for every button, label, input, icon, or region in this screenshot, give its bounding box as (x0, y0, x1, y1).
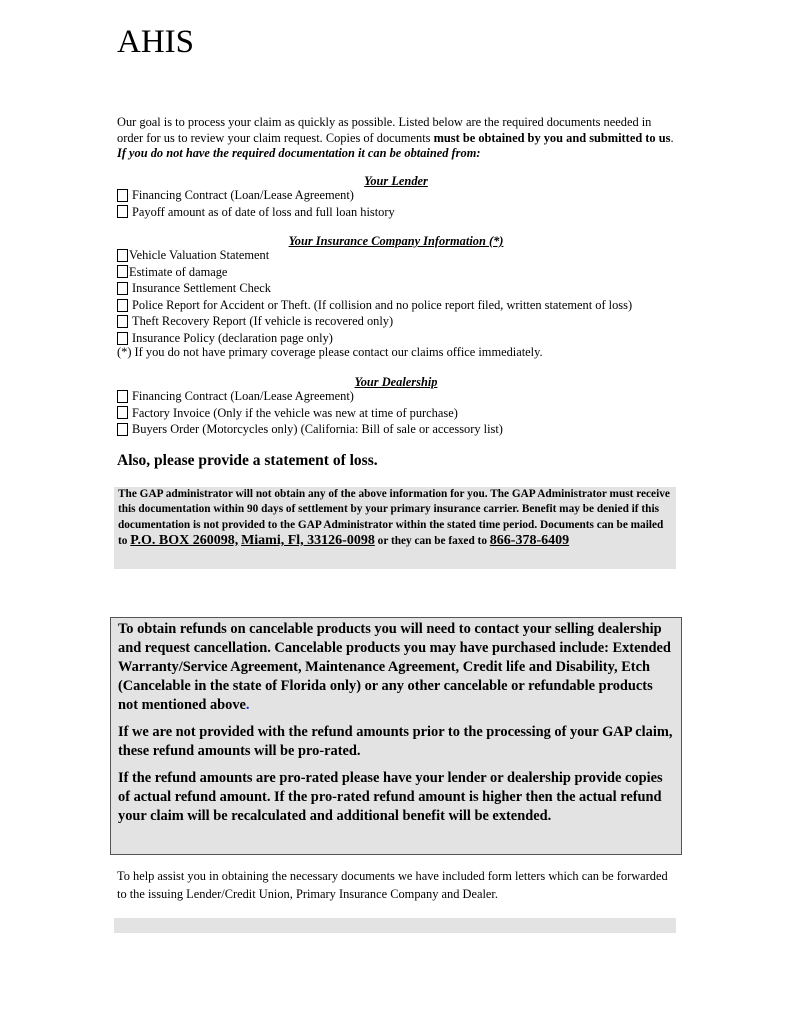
checklist-item-label: Estimate of damage (129, 264, 228, 279)
checklist-item-label: Insurance Settlement Check (132, 281, 272, 296)
fax-number: 866-378-6409 (489, 532, 570, 548)
intro-separator: . (670, 130, 674, 145)
intro-paragraph (117, 115, 677, 162)
checklist-item (117, 264, 697, 281)
checklist-item-label: Financing Contract (Loan/Lease Agreement) (132, 389, 354, 403)
intro-bold-text: must be obtained by you and submitted to us (433, 130, 671, 145)
checkbox[interactable] (117, 332, 128, 345)
checklist-item-label: Theft Recovery Report (If vehicle is recovered only) (132, 314, 394, 329)
checkbox[interactable] (117, 265, 128, 278)
gap-notice-box (114, 487, 676, 569)
checkbox[interactable] (117, 249, 128, 262)
gap-notice-text (118, 487, 672, 549)
checkbox[interactable] (117, 423, 128, 436)
lender-checklist (117, 187, 697, 220)
checklist-item-label: Financing Contract (Loan/Lease Agreement) (132, 188, 354, 202)
page-title: AHIS (117, 24, 195, 60)
checkbox[interactable] (117, 299, 128, 312)
footer-shaded-bar (114, 918, 676, 933)
checkbox[interactable] (117, 315, 128, 328)
refund-paragraph-1 (118, 620, 675, 715)
primary-coverage-note: (*) If you do not have primary coverage please contact our claims office immediately. (117, 345, 543, 359)
checkbox[interactable] (117, 390, 128, 403)
refund-paragraph-1-period: . (245, 697, 250, 713)
checklist-item-label: Factory Invoice (Only if the vehicle was new at time of purchase) (132, 405, 458, 420)
intro-text: Our goal is to process your claim as quickly as possible. Listed below are the required documents needed in order for us to review your claim request. Copies of documents (117, 115, 652, 145)
refund-paragraph-3: If the refund amounts are pro-rated please have your lender or dealership provide copies of actual refund amount. If the pro-rated refund amount is higher then the actual refund your claim will be recalculated and additional benefit will be extended. (118, 770, 663, 824)
checklist-item (117, 247, 697, 264)
checklist-item (117, 405, 697, 422)
gap-notice-body: The GAP administrator will not obtain any of the above information for you. The GAP Administrator must receive this documentation within 90 days of settlement by your primary insurance carrier. Benefit may be denied if this documentation is not provided to the GAP Administrator within the stated time period. Documents can be mailed to (118, 488, 670, 547)
checkbox[interactable] (117, 282, 128, 295)
checklist-item (117, 421, 697, 438)
refund-paragraph-1-text: To obtain refunds on cancelable products you will need to contact your selling dealership and request cancellation. Cancelable products you may have purchased include: Extended Warranty/Service Agreement, Maintenance Agreement, Credit life and Disability, Etch (Cancelable in the state of Florida only) or any other cancelable or refundable products not mentioned above (118, 621, 671, 713)
statement-of-loss-note: Also, please provide a statement of loss. (117, 452, 378, 469)
checkbox[interactable] (117, 406, 128, 419)
checklist-item-label: Police Report for Accident or Theft. (If collision and no police report filed, written statement of loss) (132, 297, 633, 312)
checkbox[interactable] (117, 205, 128, 218)
checklist-item (117, 313, 697, 330)
checklist-item-label: Vehicle Valuation Statement (129, 248, 270, 262)
intro-bold-italic-text: If you do not have the required documentation it can be obtained from: (117, 146, 481, 161)
lender-heading: Your Lender (364, 174, 428, 188)
dealership-checklist (117, 388, 697, 438)
mailing-city: Miami, Fl, 33126-0098 (241, 532, 375, 548)
checklist-item (117, 204, 697, 221)
checklist-item (117, 388, 697, 405)
refund-paragraph-2: If we are not provided with the refund amounts prior to the processing of your GAP claim, these refund amounts will be pro-rated. (118, 724, 673, 759)
checkbox[interactable] (117, 189, 128, 202)
dealership-heading: Your Dealership (354, 375, 438, 389)
po-box: P.O. BOX 260098, (130, 532, 239, 548)
checklist-item-label: Insurance Policy (declaration page only) (132, 330, 333, 345)
checklist-item-label: Payoff amount as of date of loss and full loan history (132, 204, 395, 219)
refund-info-box (110, 617, 682, 855)
insurance-heading: Your Insurance Company Information (*) (288, 234, 504, 248)
insurance-checklist (117, 247, 697, 347)
checklist-item (117, 187, 697, 204)
footer-paragraph: To help assist you in obtaining the necessary documents we have included form letters which can be forwarded to the issuing Lender/Credit Union, Primary Insurance Company and Dealer. (117, 869, 668, 901)
checklist-item (117, 280, 697, 297)
checklist-item-label: Buyers Order (Motorcycles only) (California: Bill of sale or accessory list) (132, 422, 503, 437)
checklist-item (117, 297, 697, 314)
fax-text: or they can be faxed to (374, 534, 490, 547)
